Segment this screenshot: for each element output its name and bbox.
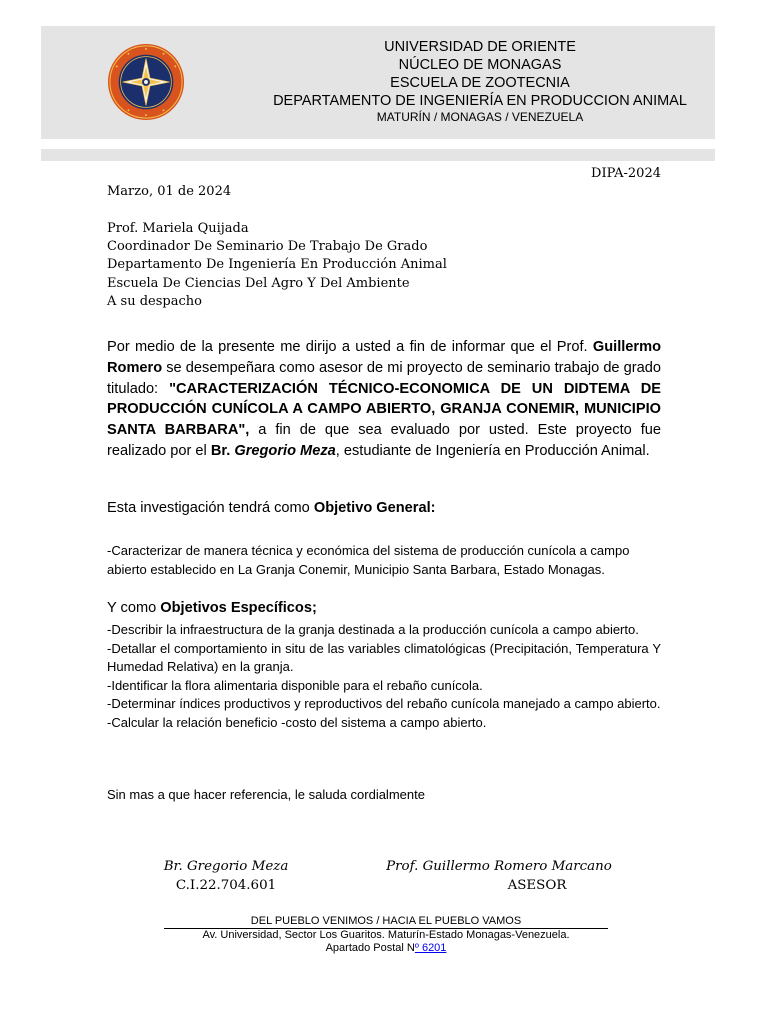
- advisor-signature-block: [384, 858, 614, 895]
- specific-objectives-list: [107, 621, 661, 732]
- advisor-signature-name: Prof. Guillermo Romero Marcano: [386, 859, 612, 874]
- school-name: ESCUELA DE ZOOTECNIA: [390, 75, 570, 91]
- body-paragraph: Por medio de la presente me dirijo a usted a fin de informar que el Prof. Guillermo Romero se desempeñara como asesor de mi proyecto de seminario trabajo de grado titulado: "CARACTERIZACIÓN TÉCNICO-ECONOMICA DE UN DIDTEMA DE PRODUCCIÓN CUNÍCOLA A CAMPO ABIERTO, GRANJA CONEMIR, MUNICIPIO SANTA BARBARA", a fin de que sea evaluado por usted. Este proyecto fue realizado por el Br. Gregorio Meza, estudiante de Ingeniería en Producción Animal.: [107, 339, 661, 459]
- letterhead-text: [261, 38, 699, 125]
- recipient-department: Departamento De Ingeniería En Producción Animal: [107, 257, 447, 273]
- recipient-salutation: A su despacho: [107, 293, 202, 309]
- recipient-title: Coordinador De Seminario De Trabajo De Grado: [107, 239, 428, 255]
- letter-date: Marzo, 01 de 2024: [107, 184, 232, 199]
- department-name: DEPARTAMENTO DE INGENIERÍA EN PRODUCCION ANIMAL: [273, 93, 687, 109]
- closing-line: Sin mas a que hacer referencia, le saluda cordialmente: [107, 787, 425, 802]
- divider-bar: [41, 149, 715, 161]
- recipient-block: [107, 220, 447, 311]
- list-item: -Identificar la flora alimentaria disponible para el rebaño cunícola.: [107, 677, 483, 693]
- recipient-name: Prof. Mariela Quijada: [107, 221, 249, 236]
- recipient-school: Escuela De Ciencias Del Agro Y Del Ambiente: [107, 275, 410, 291]
- list-item: -Detallar el comportamiento in situ de las variables climatológicas (Precipitación, Temperatura Y Humedad Relativa) en la granja.: [107, 640, 661, 674]
- list-item: -Calcular la relación beneficio -costo del sistema a campo abierto.: [107, 714, 487, 730]
- footer-postal: Apartado Postal Nº 6201: [325, 942, 447, 954]
- footer-motto: DEL PUEBLO VENIMOS / HACIA EL PUEBLO VAMOS: [164, 915, 608, 929]
- letterhead: [41, 26, 715, 139]
- nucleo-name: NÚCLEO DE MONAGAS: [398, 57, 562, 73]
- location-line: MATURÍN / MONAGAS / VENEZUELA: [376, 110, 584, 124]
- project-title: "CARACTERIZACIÓN TÉCNICO-ECONOMICA DE UN DIDTEMA DE PRODUCCIÓN CUNÍCOLA A CAMPO ABIERTO, GRANJA CONEMIR, MUNICIPIO SANTA BARBARA",: [107, 380, 661, 439]
- student-signature-block: [146, 858, 306, 895]
- general-objective: -Caracterizar de manera técnica y económica del sistema de producción cunícola a campo abierto establecido en La Granja Conemir, Municipio Santa Barbara, Estado Monagas.: [107, 543, 630, 577]
- student-signature-name: Br. Gregorio Meza: [163, 859, 289, 874]
- general-objective-heading: Esta investigación tendrá como Objetivo General:: [107, 500, 436, 516]
- advisor-name: Guillermo Romero: [107, 339, 661, 376]
- footer: [164, 915, 608, 955]
- specific-objectives-heading: Y como Objetivos Específicos;: [107, 600, 317, 616]
- list-item: -Determinar índices productivos y reproductivos del rebaño cunícola manejado a campo abierto.: [107, 696, 661, 711]
- university-seal-icon: [107, 43, 185, 121]
- advisor-role: ASESOR: [507, 877, 567, 893]
- university-name: UNIVERSIDAD DE ORIENTE: [384, 39, 576, 55]
- student-id: C.I.22.704.601: [175, 877, 277, 893]
- postal-number-link[interactable]: º 6201: [414, 942, 447, 954]
- list-item: -Describir la infraestructura de la granja destinada a la producción cunícola a campo abierto.: [107, 622, 639, 637]
- student-name: Gregorio Meza: [234, 442, 336, 459]
- document-reference: DIPA-2024: [591, 166, 661, 181]
- footer-address: Av. Universidad, Sector Los Guaritos. Maturín-Estado Monagas-Venezuela.: [202, 929, 570, 941]
